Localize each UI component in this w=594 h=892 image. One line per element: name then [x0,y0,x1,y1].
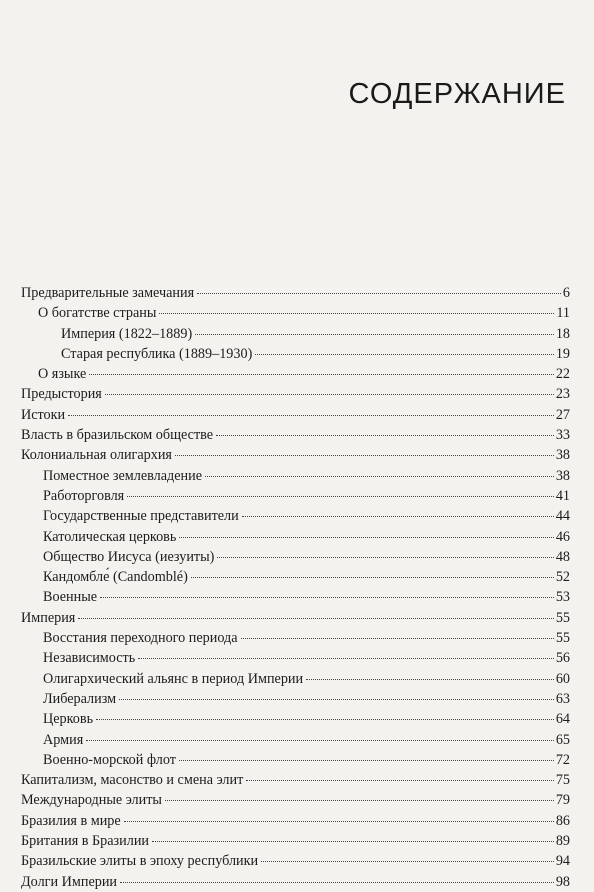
toc-entry-title: Международные элиты [21,792,162,809]
toc-page-number: 64 [555,711,570,728]
page-title: СОДЕРЖАНИЕ [348,78,566,110]
dot-leader [191,577,554,578]
toc-page-number: 18 [555,325,570,342]
toc-entry-title: Империя (1822–1889) [61,325,193,342]
toc-page-number: 53 [555,589,570,606]
toc-entry [21,486,570,506]
table-of-contents [21,283,570,892]
toc-entry [21,405,570,425]
dot-leader [197,293,561,294]
toc-entry [21,384,570,404]
toc-page-number: 52 [555,569,570,586]
dot-leader [89,374,554,375]
toc-entry-title: Военно-морской флот [43,751,176,768]
toc-entry-title: Британия в Бразилии [21,833,150,850]
toc-entry [21,851,570,871]
dot-leader [306,679,554,680]
dot-leader [78,618,553,619]
dot-leader [216,435,554,436]
toc-entry-title: Армия [43,731,84,748]
dot-leader [96,719,554,720]
dot-leader [195,334,554,335]
toc-entry [21,648,570,668]
dot-leader [179,537,553,538]
dot-leader [152,841,554,842]
toc-entry [21,344,570,364]
toc-entry [21,872,570,892]
dot-leader [119,699,554,700]
toc-entry [21,466,570,486]
toc-entry-title: Церковь [43,711,94,728]
toc-entry-title: Истоки [21,406,66,423]
toc-entry-title: Работорговля [43,487,125,504]
toc-entry [21,425,570,445]
toc-entry-title: Поместное землевладение [43,467,203,484]
toc-page-number: 46 [555,528,570,545]
toc-page-number: 41 [555,487,570,504]
toc-page-number: 23 [555,386,570,403]
toc-entry-title: Олигархический альянс в период Империи [43,670,304,687]
toc-page-number: 98 [555,873,570,890]
toc-entry-title: Либерализм [43,690,117,707]
dot-leader [124,821,554,822]
toc-page-number: 89 [555,833,570,850]
dot-leader [159,313,554,314]
dot-leader [205,476,554,477]
toc-entry [21,790,570,810]
dot-leader [68,415,554,416]
toc-entry-title: Колониальная олигархия [21,447,172,464]
toc-entry-title: Империя [21,609,76,626]
toc-entry [21,608,570,628]
toc-page-number: 79 [555,792,570,809]
toc-page-number: 55 [555,630,570,647]
toc-entry-title: Предыстория [21,386,102,403]
toc-entry [21,709,570,729]
toc-entry-title: Долги Империи [21,873,118,890]
toc-page-number: 44 [555,508,570,525]
toc-page-number: 56 [555,650,570,667]
toc-entry [21,831,570,851]
toc-entry [21,283,570,303]
toc-entry [21,669,570,689]
toc-page-number: 60 [555,670,570,687]
dot-leader [105,394,554,395]
toc-entry-title: Государственные представители [43,508,239,525]
toc-entry [21,587,570,607]
toc-entry-title: Военные [43,589,98,606]
toc-entry [21,811,570,831]
toc-entry-title: Власть в бразильском обществе [21,427,214,444]
toc-page-number: 75 [555,772,570,789]
dot-leader [255,354,554,355]
toc-entry [21,445,570,465]
toc-entry [21,750,570,770]
toc-entry-title: Восстания переходного периода [43,630,238,647]
toc-page-number: 11 [556,305,570,322]
toc-entry-title: Общество Иисуса (иезуиты) [43,548,215,565]
toc-entry [21,364,570,384]
toc-page-number: 55 [555,609,570,626]
dot-leader [261,861,554,862]
dot-leader [246,780,554,781]
toc-page-number: 72 [555,751,570,768]
toc-entry-title: Кандомбле́ (Candomblé) [43,569,188,586]
toc-entry [21,324,570,344]
toc-page-number: 33 [555,427,570,444]
toc-page-number: 65 [555,731,570,748]
toc-entry-title: Бразилия в мире [21,812,121,829]
toc-page-number: 38 [555,467,570,484]
toc-entry [21,770,570,790]
toc-entry-title: Предварительные замечания [21,285,195,301]
toc-entry-title: Независимость [43,650,136,667]
toc-page-number: 63 [555,690,570,707]
toc-entry-title: О богатстве страны [38,305,157,322]
toc-entry [21,628,570,648]
toc-entry [21,567,570,587]
toc-entry [21,527,570,547]
dot-leader [165,800,554,801]
dot-leader [120,882,554,883]
toc-entry [21,730,570,750]
dot-leader [242,516,554,517]
toc-page-number: 6 [562,285,570,301]
toc-page-number: 27 [555,406,570,423]
toc-entry [21,547,570,567]
toc-page-number: 48 [555,548,570,565]
toc-entry [21,303,570,323]
dot-leader [138,658,554,659]
toc-entry-title: О языке [38,366,87,383]
toc-page-number: 19 [555,345,570,362]
toc-page-number: 38 [555,447,570,464]
toc-entry [21,689,570,709]
show-through-text [46,88,55,126]
toc-entry [21,506,570,526]
dot-leader [179,760,554,761]
toc-entry-title: Старая республика (1889–1930) [61,345,253,362]
toc-entry-title: Капитализм, масонство и смена элит [21,772,244,789]
dot-leader [241,638,554,639]
toc-entry-title: Бразильские элиты в эпоху республики [21,853,259,870]
dot-leader [86,740,554,741]
dot-leader [127,496,554,497]
toc-page-number: 86 [555,812,570,829]
dot-leader [175,455,554,456]
dot-leader [100,597,554,598]
toc-entry-title: Католическая церковь [43,528,177,545]
dot-leader [217,557,553,558]
toc-page-number: 94 [555,853,570,870]
toc-page-number: 22 [555,366,570,383]
